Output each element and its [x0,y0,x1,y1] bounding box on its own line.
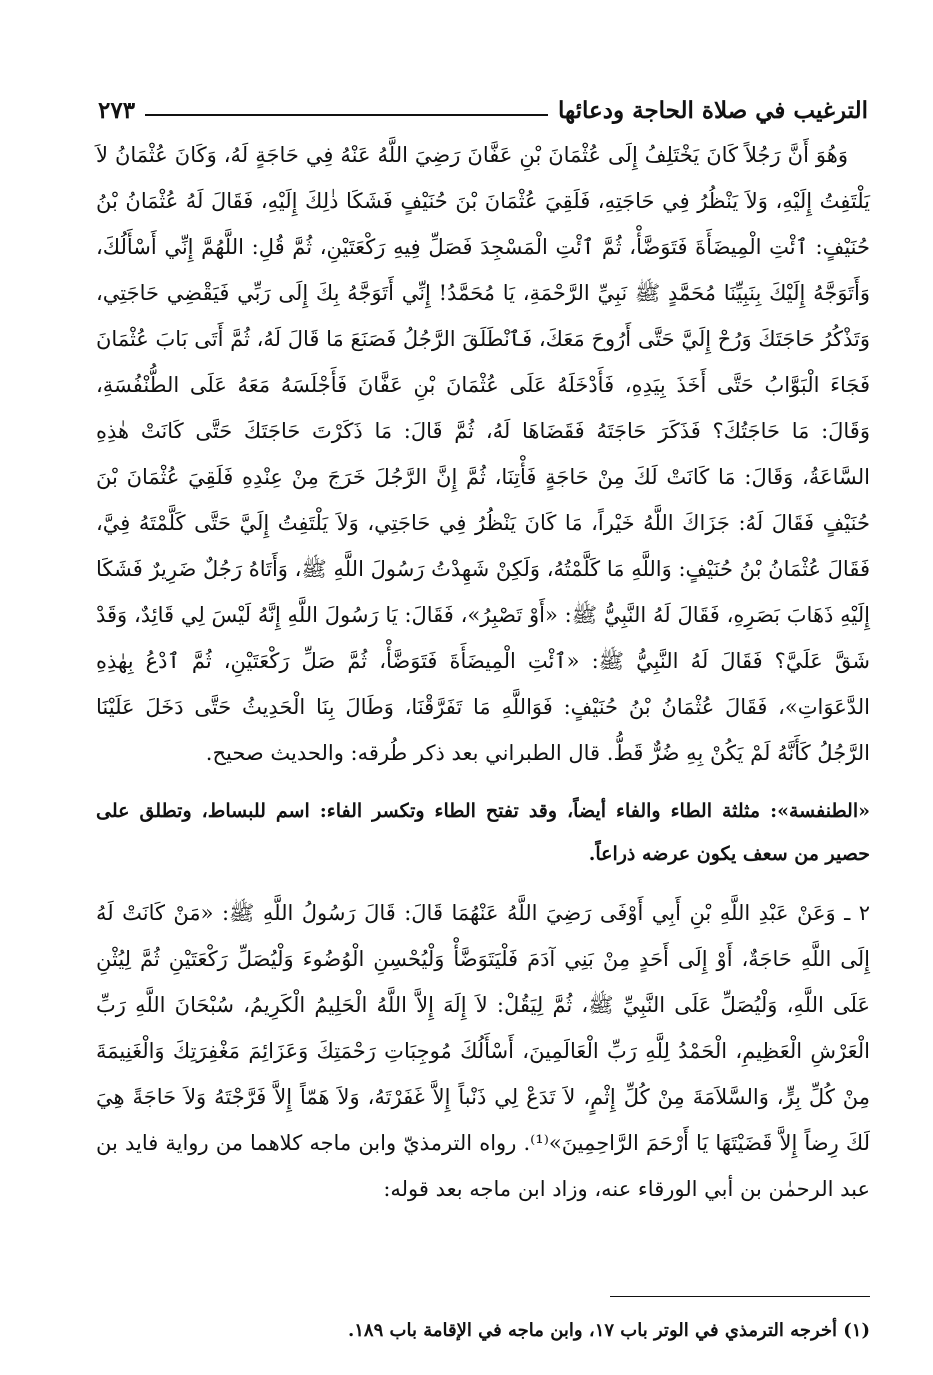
hadith-text-1: وَهُوَ أَنَّ رَجُلاً كَانَ يَخْتَلِفُ إِلَى عُثْمَانَ بْنِ عَفَّانَ رَضِيَ اللَّهُ عَنْهُ فِي حَاجَةٍ لَهُ، وَكَانَ عُثْمَانُ لاَ يَلْتَفِتُ إِلَيْهِ، وَلاَ يَنْظُرُ فِي حَاجَتِهِ، فَلَقِيَ عُثْمَانَ بْنَ حُنَيْفٍ فَشَكَا ذٰلِكَ إِلَيْهِ، فَقَالَ لَهُ عُثْمَانُ بْنُ حُنَيْفٍ: ٱئْتِ الْمِيضَأَةَ فَتَوَضَّأْ، ثُمَّ ٱئْتِ الْمَسْجِدَ فَصَلِّ فِيهِ رَكْعَتَيْنِ، ثُمَّ قُلِ: اللَّهُمَّ إِنِّي أَسْأَلُكَ، وَأَتَوَجَّهُ إِلَيْكَ بِنَبِيِّنَا مُحَمَّدٍ ﷺ نَبِيِّ الرَّحْمَةِ، يَا مُحَمَّدُ! إِنِّي أَتَوَجَّهُ بِكَ إِلَى رَبِّي فَيَقْضِي حَاجَتِي، وَتَذْكُرُ حَاجَتَكَ وَرُحْ إِلَيَّ حَتَّى أَرُوحَ مَعَكَ، فَٱنْطَلَقَ الرَّجُلُ فَصَنَعَ مَا قَالَ لَهُ، ثُمَّ أَتَى بَابَ عُثْمَانَ فَجَاءَ الْبَوَّابُ حَتَّى أَخَذَ بِيَدِهِ، فَأَدْخَلَهُ عَلَى عُثْمَانَ بْنِ عَفَّانَ فَأَجْلَسَهُ مَعَهُ عَلَى الطُّنْفُسَةِ، وَقَالَ: مَا حَاجَتُكَ؟ فَذَكَرَ حَاجَتَهُ فَقَضَاهَا لَهُ، ثُمَّ قَالَ: مَا ذَكَرْتَ حَاجَتَكَ حَتَّى كَانَتْ هٰذِهِ السَّاعَةُ، وَقَالَ: مَا كَانَتْ لَكَ مِنْ حَاجَةٍ فَأْتِنَا، ثُمَّ إِنَّ الرَّجُلَ خَرَجَ مِنْ عِنْدِهِ فَلَقِيَ عُثْمَانَ بْنَ حُنَيْفٍ فَقَالَ لَهُ: جَزَاكَ اللَّهُ خَيْراً، مَا كَانَ يَنْظُرُ فِي حَاجَتِي، وَلاَ يَلْتَفِتُ إِلَيَّ حَتَّى كَلَّمْتَهُ فِيَّ، فَقَالَ عُثْمَانُ بْنُ حُنَيْفٍ: وَاللَّهِ مَا كَلَّمْتُهُ، وَلَكِنْ شَهِدْتُ رَسُولَ اللَّهِ ﷺ، وَأَتَاهُ رَجُلٌ ضَرِيرٌ فَشَكَا إِلَيْهِ ذَهَابَ بَصَرِهِ، فَقَالَ لَهُ النَّبِيُّ ﷺ: «أَوْ تَصْبِرُ»، فَقَالَ: يَا رَسُولَ اللَّهِ إِنَّهُ لَيْسَ لِي قَائِدٌ، وَقَدْ شَقَّ عَلَيَّ؟ فَقَالَ لَهُ النَّبِيُّ ﷺ: «ٱئْتِ الْمِيضَأَةَ فَتَوَضَّأْ، ثُمَّ صَلِّ رَكْعَتَيْنِ، ثُمَّ ٱدْعُ بِهٰذِهِ الدَّعَوَاتِ»، فَقَالَ عُثْمَانُ بْنُ حُنَيْفٍ: فَوَاللَّهِ مَا تَفَرَّقْنَا، وَطَالَ بِنَا الْحَدِيثُ حَتَّى دَخَلَ عَلَيْنَا الرَّجُلُ كَأَنَّهُ لَمْ يَكُنْ بِهِ ضُرٌّ قَطُّ. قال الطبراني بعد ذكر طُرقه: والحديث صحيح. [96,143,870,765]
main-text [96,132,870,1212]
chapter-title: الترغيب في صلاة الحاجة ودعائها [558,97,868,124]
footnote-divider [610,1296,870,1297]
footnote: (١) أخرجه الترمذي في الوتر باب ١٧، وابن ماجه في الإقامة باب ١٨٩. [347,1320,870,1341]
page-number: ٢٧٣ [98,97,136,124]
running-header [98,84,868,124]
hadith-paragraph-2: ٢ ـ وَعَنْ عَبْدِ اللَّهِ بْنِ أَبِي أَوْفَى رَضِيَ اللَّهُ عَنْهُمَا قَالَ: قَالَ رَسُولُ اللَّهِ ﷺ: «مَنْ كَانَتْ لَهُ إِلَى اللَّهِ حَاجَةٌ، أَوْ إِلَى أَحَدٍ مِنْ بَنِي آدَمَ فَلْيَتَوَضَّأْ وَلْيُحْسِنِ الْوُضُوءَ وَلْيُصَلِّ رَكْعَتَيْنِ ثُمَّ لِيُثْنِ عَلَى اللَّهِ، وَلْيُصَلِّ عَلَى النَّبِيِّ ﷺ، ثُمَّ لِيَقُلْ: لاَ إِلَهَ إِلاَّ اللَّهُ الْحَلِيمُ الْكَرِيمُ، سُبْحَانَ اللَّهِ رَبِّ الْعَرْشِ الْعَظِيمِ، الْحَمْدُ لِلَّهِ رَبِّ الْعَالَمِينَ، أَسْأَلُكَ مُوجِبَاتِ رَحْمَتِكَ وَعَزَائِمَ مَغْفِرَتِكَ وَالْغَنِيمَةَ مِنْ كُلِّ بِرٍّ، وَالسَّلاَمَةَ مِنْ كُلِّ إِثْمٍ، لاَ تَدَعْ لِي ذَنْباً إِلاَّ غَفَرْتَهُ، وَلاَ هَمّاً إِلاَّ فَرَّجْتَهُ وَلاَ حَاجَةً هِيَ لَكَ رِضاً إِلاَّ قَضَيْتَهَا يَا أَرْحَمَ الرَّاحِمِينَ»⁽¹⁾. رواه الترمذيّ وابن ماجه كلاهما من رواية فايد بن عبد الرحمٰن بن أبي الورقاء عنه، وزاد ابن ماجه بعد قوله: [96,901,870,1201]
header-rule [145,114,548,116]
hadith-paragraph-1 [96,132,870,776]
glossary-note: «الطنفسة»: مثلثة الطاء والفاء أيضاً، وقد تفتح الطاء وتكسر الفاء: اسم للبساط، وتطلق على حصير من سعف يكون عرضه ذراعاً. [96,800,870,865]
